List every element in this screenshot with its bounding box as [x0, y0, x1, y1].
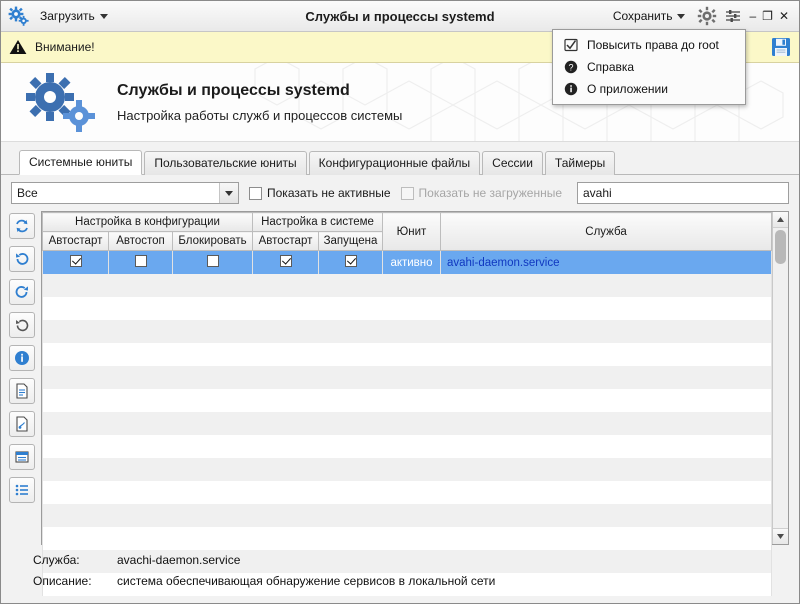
- table-row-empty[interactable]: [43, 481, 772, 504]
- save-menu-label: Сохранить: [612, 9, 673, 23]
- window-title: Службы и процессы systemd: [305, 8, 495, 24]
- units-table: [41, 211, 789, 545]
- details-description-value: система обеспечивающая обнаружение сервисов в локальной сети: [117, 574, 496, 588]
- show-inactive-checkbox[interactable]: [249, 186, 391, 200]
- minimize-button[interactable]: –: [749, 9, 757, 23]
- title-bar: [1, 1, 799, 32]
- cell-service-name[interactable]: avahi-daemon.service: [441, 251, 772, 275]
- table-row-empty[interactable]: [43, 343, 772, 366]
- chevron-down-icon: [100, 14, 108, 19]
- row-checkbox[interactable]: [345, 255, 357, 267]
- checkbox-box: [249, 187, 262, 200]
- table-row-empty[interactable]: [43, 458, 772, 481]
- settings-gear-icon[interactable]: [697, 6, 717, 26]
- menu-item-label: О приложении: [587, 82, 668, 96]
- empty-cell: [43, 504, 772, 527]
- floppy-save-icon[interactable]: [771, 37, 791, 57]
- empty-cell: [43, 343, 772, 366]
- menu-item-label: Повысить права до root: [587, 38, 719, 52]
- refresh-button[interactable]: [9, 213, 35, 239]
- log-list-button[interactable]: [9, 444, 35, 470]
- tab-label: Таймеры: [554, 156, 606, 170]
- table-row-empty[interactable]: [43, 366, 772, 389]
- tab-config-files[interactable]: [309, 151, 480, 175]
- empty-cell: [43, 412, 772, 435]
- main-content: [1, 211, 799, 545]
- row-checkbox[interactable]: [135, 255, 147, 267]
- search-input[interactable]: [577, 182, 789, 204]
- warning-triangle-icon: [9, 39, 27, 55]
- column-header-cfg-autostart[interactable]: Автостарт: [43, 232, 109, 251]
- app-gears-icon: [8, 5, 30, 27]
- column-header-service[interactable]: Служба: [441, 213, 772, 251]
- details-description-row: [33, 574, 789, 588]
- tab-label: Пользовательские юниты: [154, 156, 297, 170]
- tab-label: Сессии: [492, 156, 533, 170]
- caret-shape: [225, 191, 233, 196]
- show-unloaded-checkbox[interactable]: [401, 186, 562, 200]
- cell-cfg-autostop[interactable]: [109, 251, 173, 275]
- banner-text: [117, 82, 402, 123]
- column-header-cfg-autostop[interactable]: Автостоп: [109, 232, 173, 251]
- table-row-empty[interactable]: [43, 274, 772, 297]
- cell-cfg-block[interactable]: [173, 251, 253, 275]
- units-grid: [42, 212, 772, 596]
- tab-bar: [1, 142, 799, 175]
- menu-item-about[interactable]: [553, 78, 745, 100]
- settings-dropdown-menu[interactable]: [552, 29, 746, 105]
- maximize-button[interactable]: ❐: [762, 9, 773, 23]
- empty-cell: [43, 274, 772, 297]
- filter-bar: [1, 175, 799, 211]
- cell-sys-running[interactable]: [319, 251, 383, 275]
- row-checkbox[interactable]: [207, 255, 219, 267]
- column-header-sys-autostart[interactable]: Автостарт: [253, 232, 319, 251]
- empty-cell: [43, 297, 772, 320]
- banner-title: Службы и процессы systemd: [117, 81, 350, 99]
- empty-cell: [43, 366, 772, 389]
- title-bar-left: [1, 5, 112, 27]
- undo-history-button[interactable]: [9, 246, 35, 272]
- show-unloaded-label: Показать не загруженные: [418, 186, 563, 200]
- info-circle-icon: [563, 82, 579, 96]
- tab-system-units[interactable]: [19, 150, 142, 175]
- window-controls: [749, 10, 793, 22]
- info-button[interactable]: [9, 345, 35, 371]
- svg-text:?: ?: [568, 62, 574, 73]
- group-header-config: Настройка в конфигурации: [43, 213, 253, 232]
- table-row-empty[interactable]: [43, 504, 772, 527]
- column-header-unit[interactable]: Юнит: [383, 213, 441, 251]
- column-header-sys-running[interactable]: Запущена: [319, 232, 383, 251]
- search-input-value: avahi: [583, 186, 612, 200]
- cell-sys-autostart[interactable]: [253, 251, 319, 275]
- cell-unit-state: активно: [383, 251, 441, 275]
- filter-select[interactable]: [11, 182, 239, 204]
- tab-timers[interactable]: [545, 151, 615, 175]
- question-circle-icon: [563, 60, 579, 74]
- tab-label: Системные юниты: [29, 155, 133, 169]
- empty-cell: [43, 458, 772, 481]
- details-service-label: Служба:: [33, 553, 80, 567]
- tab-sessions[interactable]: [482, 151, 543, 175]
- title-bar-right: [609, 6, 799, 26]
- document-script-button[interactable]: [9, 411, 35, 437]
- row-checkbox[interactable]: [280, 255, 292, 267]
- table-row-empty[interactable]: [43, 435, 772, 458]
- table-row-empty[interactable]: [43, 412, 772, 435]
- group-header-row: [43, 213, 772, 232]
- details-description-label: Описание:: [33, 574, 92, 588]
- scrollbar-thumb[interactable]: [775, 230, 786, 264]
- vertical-scrollbar[interactable]: [772, 212, 788, 544]
- document-button[interactable]: [9, 378, 35, 404]
- tab-user-units[interactable]: [144, 151, 306, 175]
- column-header-cfg-block[interactable]: Блокировать: [173, 232, 253, 251]
- revert-button[interactable]: [9, 312, 35, 338]
- options-sliders-icon[interactable]: [725, 8, 741, 24]
- load-menu-label: Загрузить: [40, 9, 95, 23]
- shield-check-icon: [563, 38, 579, 52]
- empty-cell: [43, 389, 772, 412]
- table-row[interactable]: [43, 251, 772, 275]
- scroll-up-button[interactable]: [773, 212, 788, 228]
- filter-select-value: Все: [17, 186, 38, 200]
- empty-cell: [43, 320, 772, 343]
- scroll-down-button[interactable]: [773, 528, 788, 544]
- menu-item-label: Справка: [587, 60, 635, 74]
- details-service-value: avachi-daemon.service: [117, 553, 241, 567]
- tab-label: Конфигурационные файлы: [318, 156, 471, 170]
- row-checkbox[interactable]: [70, 255, 82, 267]
- table-row-empty[interactable]: [43, 297, 772, 320]
- checkbox-box: [401, 187, 414, 200]
- banner-subtitle: Настройка работы служб и процессов системы: [117, 107, 403, 123]
- empty-cell: [43, 481, 772, 504]
- menu-item-help[interactable]: [553, 56, 745, 78]
- cell-cfg-autostart[interactable]: [43, 251, 109, 275]
- chevron-down-icon: [677, 14, 685, 19]
- side-toolbar: [9, 211, 35, 545]
- load-menu-button[interactable]: [36, 7, 112, 25]
- close-button[interactable]: ✕: [778, 9, 789, 23]
- save-menu-button[interactable]: [609, 7, 690, 25]
- warning-text: Внимание!: [35, 40, 95, 54]
- list-button[interactable]: [9, 477, 35, 503]
- details-service-row: [33, 553, 789, 567]
- units-table-scroll-area: [42, 212, 772, 544]
- details-panel: [1, 545, 799, 603]
- scrollbar-track[interactable]: [773, 228, 788, 528]
- chevron-down-icon[interactable]: [219, 183, 238, 203]
- empty-cell: [43, 435, 772, 458]
- redo-button[interactable]: [9, 279, 35, 305]
- table-row-empty[interactable]: [43, 320, 772, 343]
- menu-item-elevate-root[interactable]: [553, 34, 745, 56]
- banner-gears-icon: [23, 71, 99, 133]
- group-header-system: Настройка в системе: [253, 213, 383, 232]
- show-inactive-label: Показать не активные: [267, 186, 391, 200]
- table-row-empty[interactable]: [43, 389, 772, 412]
